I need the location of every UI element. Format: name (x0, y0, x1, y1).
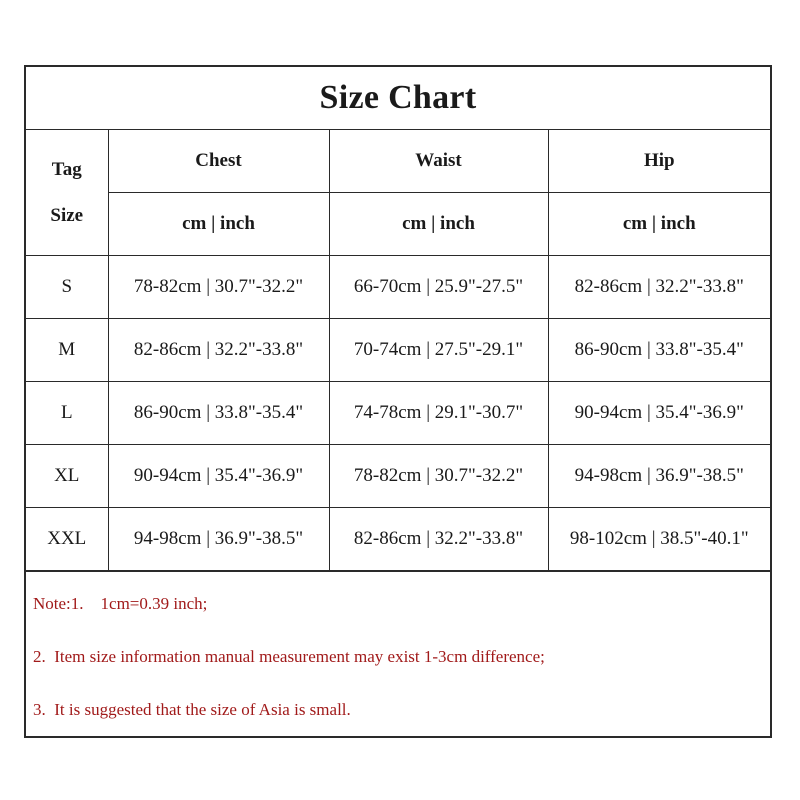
unit-label-waist: cm | inch (329, 193, 548, 256)
note-line: 3. It is suggested that the size of Asia is small. (33, 700, 351, 719)
chest-cell: 82-86cm | 32.2"-33.8" (108, 319, 329, 382)
hip-cell: 82-86cm | 32.2"-33.8" (548, 256, 770, 319)
unit-label-chest: cm | inch (108, 193, 329, 256)
note-line: 2. Item size information manual measurement may exist 1-3cm difference; (33, 647, 545, 666)
table-row (26, 382, 770, 445)
column-header-chest: Chest (108, 130, 329, 193)
waist-cell: 74-78cm | 29.1"-30.7" (329, 382, 548, 445)
hip-cell: 86-90cm | 33.8"-35.4" (548, 319, 770, 382)
hip-cell: 90-94cm | 35.4"-36.9" (548, 382, 770, 445)
waist-cell: 82-86cm | 32.2"-33.8" (329, 508, 548, 571)
header-row (26, 130, 770, 193)
size-table (26, 130, 770, 571)
table-row (26, 445, 770, 508)
size-label: Size (50, 204, 84, 226)
chest-cell: 86-90cm | 33.8"-35.4" (108, 382, 329, 445)
size-cell: XXL (26, 508, 108, 571)
size-cell: L (26, 382, 108, 445)
note-line: Note:1. 1cm=0.39 inch; (33, 594, 208, 613)
column-header-waist: Waist (329, 130, 548, 193)
column-header-hip: Hip (548, 130, 770, 193)
size-cell: M (26, 319, 108, 382)
tag-label: Tag (51, 158, 82, 180)
hip-cell: 94-98cm | 36.9"-38.5" (548, 445, 770, 508)
chest-cell: 78-82cm | 30.7"-32.2" (108, 256, 329, 319)
unit-label-hip: cm | inch (548, 193, 770, 256)
unit-row (26, 193, 770, 256)
tag-size-header (26, 130, 108, 256)
chart-title: Size Chart (26, 67, 770, 130)
chest-cell: 94-98cm | 36.9"-38.5" (108, 508, 329, 571)
table-row (26, 508, 770, 571)
hip-cell: 98-102cm | 38.5"-40.1" (548, 508, 770, 571)
waist-cell: 66-70cm | 25.9"-27.5" (329, 256, 548, 319)
table-row (26, 256, 770, 319)
waist-cell: 70-74cm | 27.5"-29.1" (329, 319, 548, 382)
size-chart (24, 65, 772, 738)
table-row (26, 319, 770, 382)
size-cell: XL (26, 445, 108, 508)
waist-cell: 78-82cm | 30.7"-32.2" (329, 445, 548, 508)
size-cell: S (26, 256, 108, 319)
chest-cell: 90-94cm | 35.4"-36.9" (108, 445, 329, 508)
notes-section (26, 571, 770, 753)
